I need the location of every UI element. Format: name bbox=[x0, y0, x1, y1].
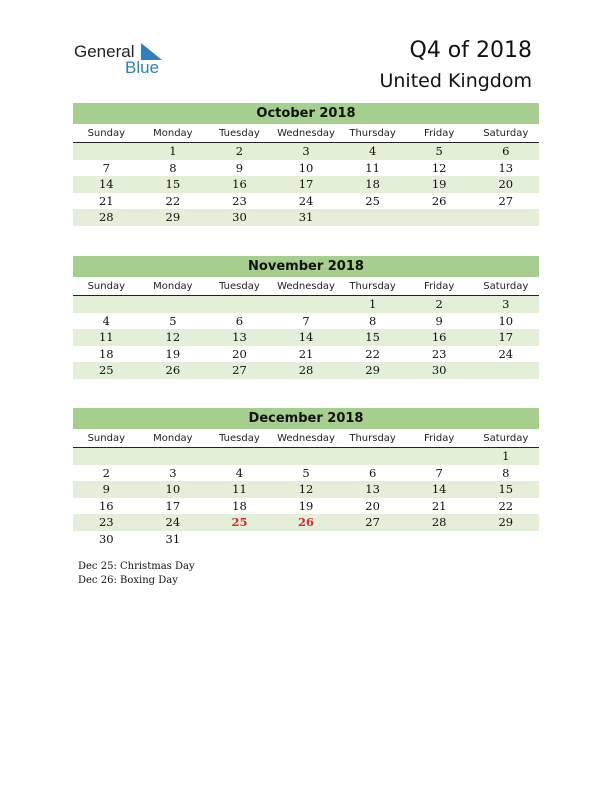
week-row bbox=[73, 296, 539, 313]
day-cell: 8 bbox=[169, 160, 177, 175]
day-cell: 7 bbox=[435, 465, 443, 480]
day-cell: 13 bbox=[498, 160, 514, 175]
day-cell: 13 bbox=[365, 482, 380, 496]
day-cell: 5 bbox=[302, 465, 310, 480]
week-row bbox=[73, 448, 539, 465]
day-cell: 31 bbox=[165, 531, 181, 546]
day-cell: 27 bbox=[232, 363, 247, 377]
weekday-header-row bbox=[73, 125, 539, 143]
day-cell: 18 bbox=[365, 177, 380, 191]
day-cell: 25 bbox=[365, 193, 380, 208]
weekday-label: Tuesday bbox=[219, 128, 260, 139]
day-cell bbox=[140, 448, 207, 465]
day-cell: 23 bbox=[98, 515, 114, 529]
day-cell: 7 bbox=[102, 160, 110, 175]
weekday-header-row bbox=[73, 278, 539, 296]
week-row bbox=[73, 481, 539, 498]
day-cell: 9 bbox=[235, 160, 244, 175]
day-cell: 16 bbox=[232, 177, 247, 191]
day-cell: 30 bbox=[232, 210, 247, 224]
week-row bbox=[73, 176, 539, 193]
weekday-label: Thursday bbox=[349, 433, 396, 444]
day-cell bbox=[472, 531, 539, 548]
weekday-label: Friday bbox=[424, 433, 455, 444]
weekday-label: Saturday bbox=[483, 433, 529, 444]
day-cell: 4 bbox=[235, 465, 244, 480]
day-cell: 22 bbox=[365, 346, 380, 361]
month-title: December 2018 bbox=[73, 408, 539, 429]
day-cell: 22 bbox=[165, 193, 181, 208]
day-cell: 11 bbox=[98, 330, 114, 344]
week-row bbox=[73, 193, 539, 210]
day-cell: 29 bbox=[365, 363, 380, 377]
week-row bbox=[73, 465, 539, 482]
weekday-label: Sunday bbox=[87, 128, 125, 139]
day-cell: 26 bbox=[298, 515, 315, 529]
day-cell: 27 bbox=[365, 515, 380, 529]
weekday-label: Thursday bbox=[349, 128, 396, 139]
day-cell: 10 bbox=[165, 482, 181, 496]
day-cell: 8 bbox=[502, 465, 510, 480]
day-cell: 31 bbox=[298, 210, 314, 224]
weekday-label: Wednesday bbox=[277, 281, 335, 292]
day-cell bbox=[273, 531, 340, 548]
day-cell bbox=[339, 448, 406, 465]
logo-word-blue: Blue bbox=[125, 58, 160, 77]
day-cell: 10 bbox=[498, 313, 514, 328]
week-row bbox=[73, 362, 539, 379]
day-cell: 27 bbox=[498, 193, 514, 208]
day-cell bbox=[140, 296, 207, 313]
generalblue-logo bbox=[74, 42, 174, 78]
day-cell: 11 bbox=[365, 160, 380, 175]
day-cell bbox=[73, 296, 140, 313]
day-cell: 18 bbox=[232, 498, 247, 513]
weekday-label: Sunday bbox=[87, 281, 125, 292]
day-cell bbox=[406, 531, 473, 548]
country-subtitle: United Kingdom bbox=[379, 70, 532, 92]
weekday-label: Sunday bbox=[87, 433, 125, 444]
day-cell: 20 bbox=[232, 346, 247, 361]
day-cell: 10 bbox=[298, 160, 314, 175]
week-row bbox=[73, 531, 539, 548]
day-cell: 19 bbox=[298, 498, 314, 513]
day-cell: 3 bbox=[502, 297, 510, 311]
holiday-note: Dec 25: Christmas Day bbox=[78, 561, 195, 572]
month-title: October 2018 bbox=[73, 103, 539, 124]
day-cell: 2 bbox=[102, 465, 110, 480]
day-cell: 14 bbox=[431, 482, 447, 496]
day-cell: 6 bbox=[502, 144, 510, 158]
weekday-label: Monday bbox=[153, 281, 193, 292]
week-row bbox=[73, 514, 539, 531]
week-row bbox=[73, 498, 539, 515]
day-cell: 29 bbox=[165, 210, 181, 224]
day-cell: 23 bbox=[232, 193, 247, 208]
holiday-note: Dec 26: Boxing Day bbox=[78, 575, 178, 586]
day-cell bbox=[339, 531, 406, 548]
day-cell: 21 bbox=[98, 193, 114, 208]
day-cell: 19 bbox=[165, 346, 181, 361]
day-cell: 12 bbox=[298, 482, 314, 496]
day-cell bbox=[206, 448, 273, 465]
weekday-header-row bbox=[73, 430, 539, 448]
day-cell: 7 bbox=[302, 313, 310, 328]
weekday-label: Saturday bbox=[483, 281, 529, 292]
month-calendar bbox=[73, 103, 539, 226]
day-cell bbox=[472, 362, 539, 379]
month-calendar bbox=[73, 408, 539, 547]
day-cell: 24 bbox=[165, 515, 181, 529]
day-cell: 15 bbox=[365, 330, 380, 344]
day-cell bbox=[273, 296, 340, 313]
day-cell bbox=[406, 448, 473, 465]
day-cell: 17 bbox=[498, 330, 514, 344]
day-cell: 9 bbox=[102, 482, 110, 496]
day-cell: 3 bbox=[169, 465, 177, 480]
day-cell: 1 bbox=[169, 144, 177, 158]
day-cell: 22 bbox=[498, 498, 514, 513]
day-cell: 19 bbox=[431, 177, 447, 191]
day-cell: 29 bbox=[498, 515, 514, 529]
day-cell: 18 bbox=[98, 346, 114, 361]
day-cell: 2 bbox=[235, 144, 244, 158]
day-cell: 13 bbox=[232, 330, 247, 344]
day-cell: 30 bbox=[98, 531, 114, 546]
day-cell: 12 bbox=[165, 330, 181, 344]
day-cell: 25 bbox=[98, 363, 114, 377]
day-cell bbox=[339, 209, 406, 226]
day-cell bbox=[73, 448, 140, 465]
logo-word-general: General bbox=[74, 42, 135, 61]
day-cell: 5 bbox=[435, 144, 443, 158]
day-cell: 28 bbox=[298, 363, 314, 377]
day-cell: 14 bbox=[98, 177, 114, 191]
day-cell: 21 bbox=[431, 498, 447, 513]
day-cell bbox=[406, 209, 473, 226]
day-cell: 2 bbox=[435, 297, 443, 311]
weekday-label: Wednesday bbox=[277, 128, 335, 139]
weekday-label: Wednesday bbox=[277, 433, 335, 444]
day-cell: 16 bbox=[431, 330, 447, 344]
day-cell: 17 bbox=[165, 498, 181, 513]
day-cell: 9 bbox=[435, 313, 443, 328]
day-cell: 4 bbox=[102, 313, 110, 328]
day-cell: 20 bbox=[365, 498, 380, 513]
month-title: November 2018 bbox=[73, 256, 539, 277]
day-cell: 12 bbox=[431, 160, 447, 175]
weekday-label: Monday bbox=[153, 433, 193, 444]
page-title: Q4 of 2018 bbox=[409, 38, 532, 63]
day-cell bbox=[206, 531, 273, 548]
week-row bbox=[73, 313, 539, 330]
week-row bbox=[73, 346, 539, 363]
week-row bbox=[73, 209, 539, 226]
weekday-label: Tuesday bbox=[219, 433, 260, 444]
week-row bbox=[73, 329, 539, 346]
day-cell bbox=[206, 296, 273, 313]
month-calendar bbox=[73, 256, 539, 379]
day-cell: 1 bbox=[368, 297, 377, 311]
weekday-label: Friday bbox=[424, 128, 455, 139]
day-cell: 6 bbox=[368, 465, 377, 480]
day-cell: 17 bbox=[298, 177, 314, 191]
day-cell: 24 bbox=[298, 193, 314, 208]
day-cell: 24 bbox=[498, 346, 514, 361]
weekday-label: Saturday bbox=[483, 128, 529, 139]
day-cell: 16 bbox=[98, 498, 114, 513]
week-row bbox=[73, 160, 539, 177]
day-cell: 15 bbox=[165, 177, 181, 191]
weekday-label: Monday bbox=[153, 128, 193, 139]
day-cell: 25 bbox=[231, 515, 248, 529]
day-cell: 15 bbox=[498, 482, 514, 496]
day-cell: 21 bbox=[298, 346, 314, 361]
holiday-notes bbox=[78, 560, 195, 588]
day-cell: 3 bbox=[302, 144, 310, 158]
day-cell: 14 bbox=[298, 330, 314, 344]
day-cell: 28 bbox=[98, 210, 114, 224]
day-cell: 20 bbox=[498, 177, 514, 191]
day-cell: 8 bbox=[368, 313, 377, 328]
day-cell: 23 bbox=[431, 346, 447, 361]
day-cell: 28 bbox=[431, 515, 447, 529]
day-cell: 26 bbox=[165, 363, 181, 377]
day-cell: 30 bbox=[431, 363, 447, 377]
weekday-label: Friday bbox=[424, 281, 455, 292]
weekday-label: Tuesday bbox=[219, 281, 260, 292]
day-cell: 26 bbox=[431, 193, 447, 208]
day-cell bbox=[273, 448, 340, 465]
day-cell bbox=[73, 143, 140, 160]
day-cell bbox=[472, 209, 539, 226]
weekday-label: Thursday bbox=[349, 281, 396, 292]
week-row bbox=[73, 143, 539, 160]
day-cell: 11 bbox=[232, 482, 247, 496]
day-cell: 4 bbox=[368, 144, 377, 158]
day-cell: 5 bbox=[169, 313, 177, 328]
day-cell: 6 bbox=[235, 313, 244, 328]
day-cell: 1 bbox=[502, 449, 510, 463]
